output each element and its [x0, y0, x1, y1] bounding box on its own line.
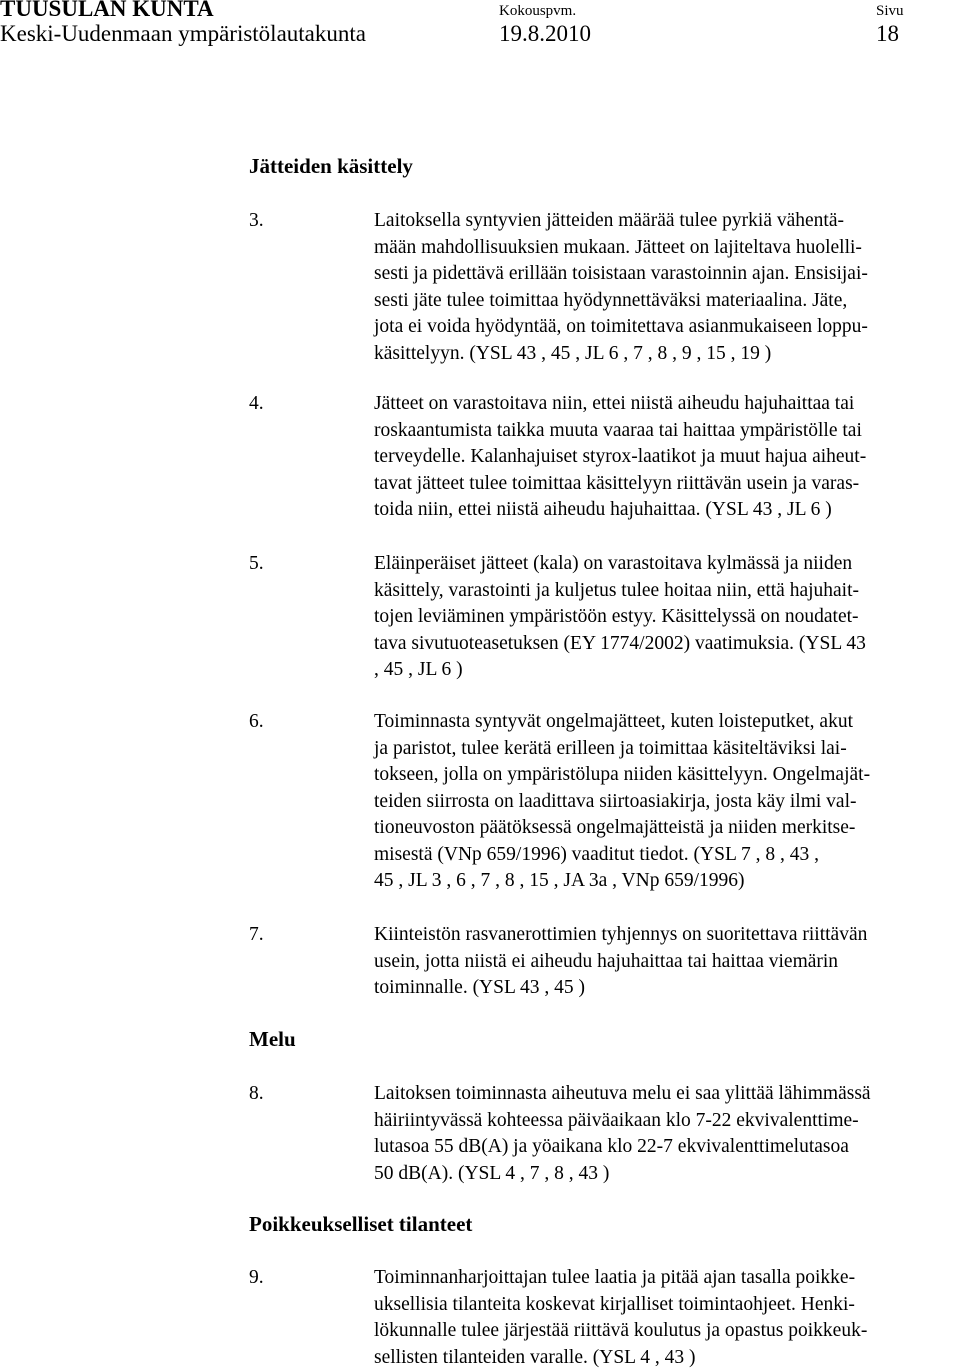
- document-header: [0, 0, 960, 50]
- list-item: [249, 1081, 960, 1187]
- section-heading-waste: Jätteiden käsittely: [249, 154, 413, 178]
- item-number: 7.: [249, 924, 264, 945]
- item-text: Jätteet on varastoitava niin, ettei niistä aiheudu hajuhaittaa tai roskaantumista taikka muuta vaaraa tai haittaa ympäristölle tai terveydelle. Kalanhajuiset styrox-laatikot ja muut hajua aiheut- tavat jätteet tulee toimittaa käsittelyyn riittävän usein ja varas- toida niin, ettei niistä aiheudu hajuhaittaa. (YSL 43 , JL 6 ): [374, 393, 867, 520]
- section-heading-noise: Melu: [249, 1027, 296, 1051]
- item-text: Toiminnanharjoittajan tulee laatia ja pitää ajan tasalla poikke- uksellisia tilanteita koskevat kirjalliset toimintaohjeet. Henki- lökunnalle tulee järjestää riittävä koulutus ja opastus poikkeuk- sellisten tilanteiden varalle. (YSL 4 , 43 ): [374, 1267, 868, 1368]
- list-item: [249, 551, 960, 684]
- list-item: [249, 922, 960, 1002]
- item-number: 4.: [249, 393, 264, 414]
- item-number: 8.: [249, 1083, 264, 1104]
- item-number: 5.: [249, 553, 264, 574]
- item-text: Laitoksella syntyvien jätteiden määrää tulee pyrkiä vähentä- mään mahdollisuuksien mukaan. Jätteet on lajiteltava huolelli- sesti ja pidettävä erillään toisistaan varastoinnin ajan. Ensisijai- sesti jäte tulee toimittaa hyödynnettäväksi materiaalina. Jäte, jota ei voida hyödyntää, on toimitettava asianmukaiseen loppu- käsittelyyn. (YSL 43 , 45 , JL 6 , 7 , 8 , 9 , 15 , 19 ): [374, 210, 868, 364]
- list-item: [249, 1265, 960, 1371]
- meeting-date: 19.8.2010: [499, 21, 591, 46]
- section-heading-exceptional: Poikkeukselliset tilanteet: [249, 1212, 473, 1236]
- item-text: Kiinteistön rasvanerottimien tyhjennys on suoritettava riittävän usein, jotta niistä ei aiheudu hajuhaittaa tai haittaa viemärin toiminnalle. (YSL 43 , 45 ): [374, 924, 868, 998]
- list-item: [249, 709, 960, 895]
- meeting-date-label: Kokouspvm.: [499, 3, 577, 19]
- item-number: 9.: [249, 1267, 264, 1288]
- board-name: Keski-Uudenmaan ympäristölautakunta: [0, 21, 366, 46]
- item-text: Eläinperäiset jätteet (kala) on varastoitava kylmässä ja niiden käsittely, varastointi ja kuljetus tulee hoitaa niin, että hajuhait- tojen leviäminen ympäristöön estyy. Käsittelyssä on noudatet- tava sivutuoteasetuksen (EY 1774/2002) vaatimuksia. (YSL 43 , 45 , JL 6 ): [374, 553, 866, 680]
- item-number: 3.: [249, 210, 264, 231]
- page-label: Sivu: [876, 3, 904, 19]
- item-number: 6.: [249, 711, 264, 732]
- list-item: [249, 208, 960, 367]
- list-item: [249, 391, 960, 524]
- municipality-name: TUUSULAN KUNTA: [0, 0, 214, 21]
- item-text: Toiminnasta syntyvät ongelmajätteet, kuten loisteputket, akut ja paristot, tulee kerätä erilleen ja toimittaa käsiteltäviksi lai- tokseen, jolla on ympäristölupa niiden käsittelyyn. Ongelmajät- teiden siirrosta on laadittava siirtoasiakirja, josta käy ilmi val- tioneuvoston päätöksessä ongelmajätteistä ja niiden merkitse- misestä (VNp 659/1996) vaaditut tiedot. (YSL 7 , 8 , 43 , 45 , JL 3 , 6 , 7 , 8 , 15 , JA 3a , VNp 659/1996): [374, 711, 871, 891]
- item-text: Laitoksen toiminnasta aiheutuva melu ei saa ylittää lähimmässä häiriintyvässä kohteessa päiväaikaan klo 7-22 ekvivalenttime- lutasoa 55 dB(A) ja yöaikana klo 22-7 ekvivalenttimelutasoa 50 dB(A). (YSL 4 , 7 , 8 , 43 ): [374, 1083, 871, 1184]
- page-number: 18: [876, 21, 899, 46]
